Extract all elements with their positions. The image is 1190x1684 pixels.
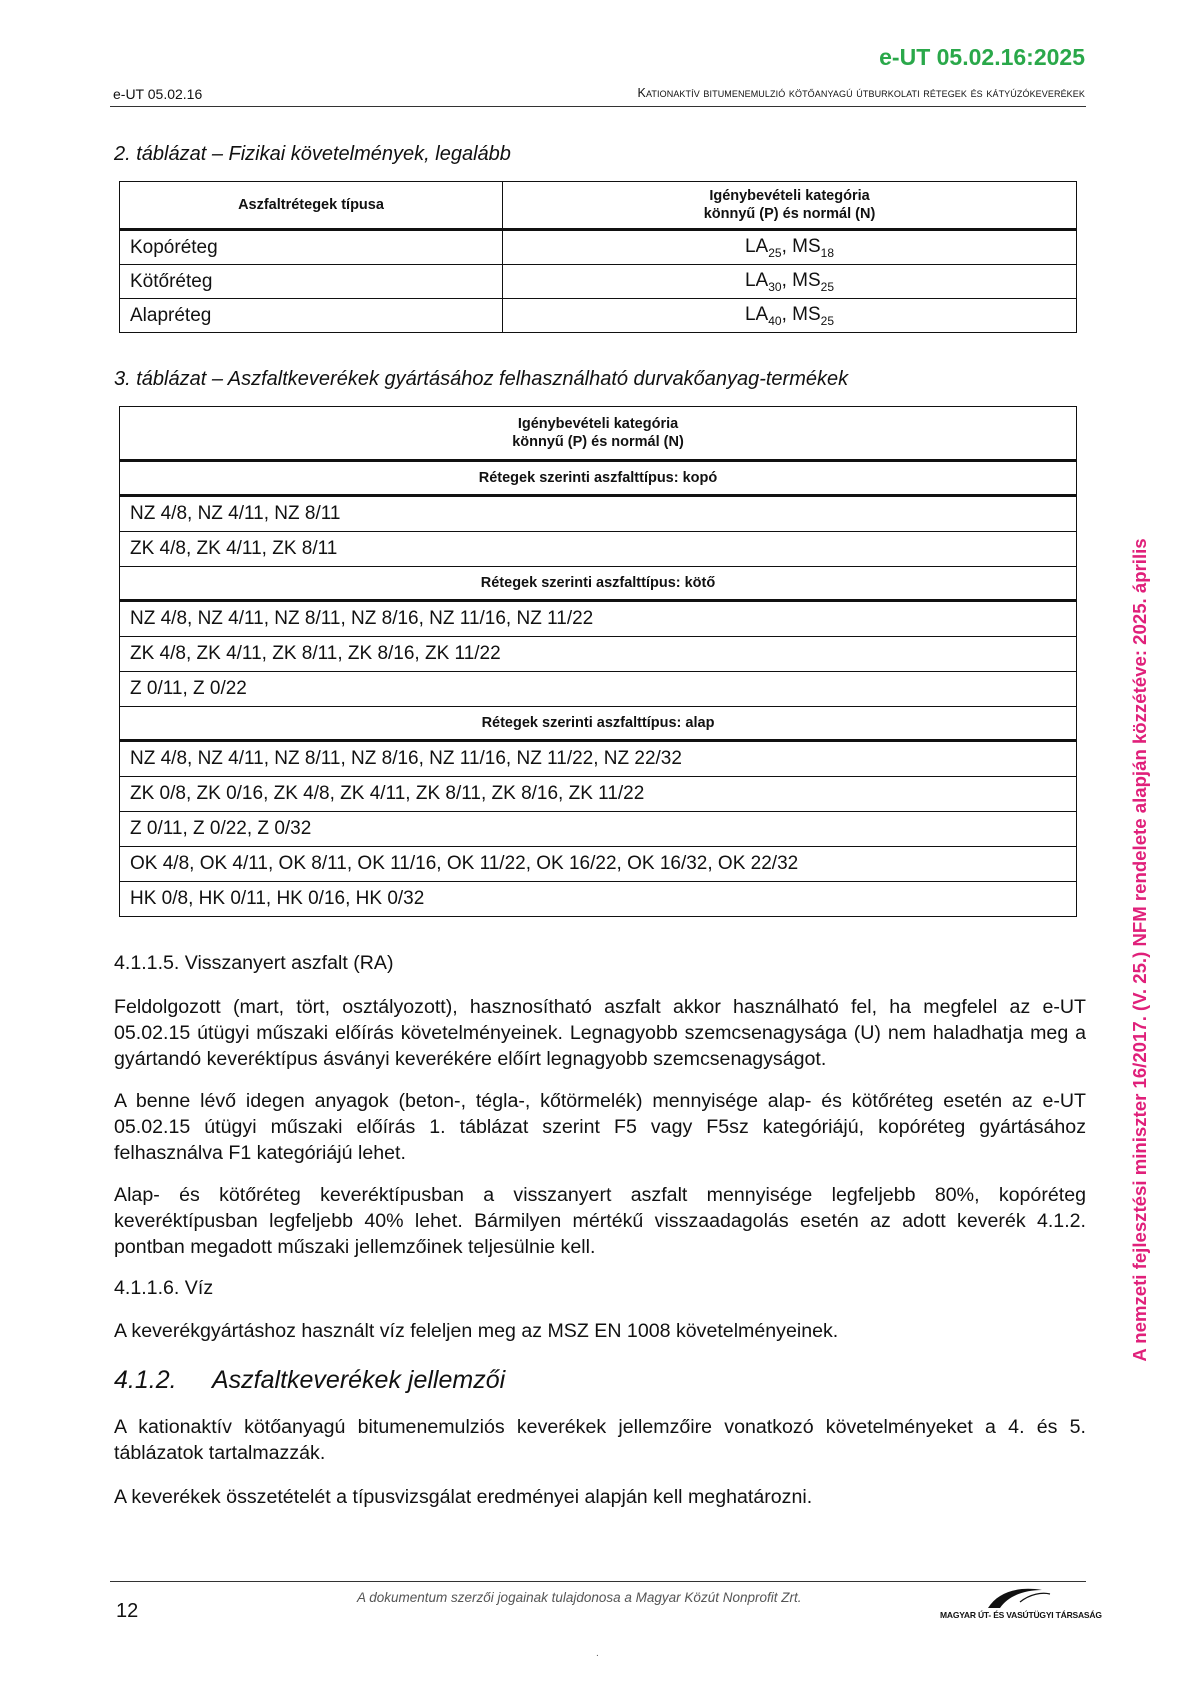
table2-type: Kopóréteg — [120, 230, 503, 265]
paragraph: Alap- és kötőréteg keveréktípusban a visszanyert aszfalt mennyisége legfeljebb 80%, kopóréteg keveréktípusban legfeljebb 40% lehet. Bármilyen mértékű visszaadagolás esetén az adott keverék 4.1.2. pontban megadott műszaki jellemzőinek teljesülnie kell. — [114, 1184, 1086, 1258]
footer-dot: . — [596, 1648, 599, 1659]
table2-type: Kötőréteg — [120, 265, 503, 299]
header-title: Kationaktív bitumenemulzió kötőanyagú útburkolati rétegek és kátyúzókeverékek — [637, 86, 1085, 100]
table-row: ZK 4/8, ZK 4/11, ZK 8/11, ZK 8/16, ZK 11/22 — [120, 637, 1077, 672]
table2-col2-header-line2: könnyű (P) és normál (N) — [703, 206, 876, 222]
paragraph: A keverékek összetételét a típusvizsgálat eredményei alapján kell meghatározni. — [114, 1486, 813, 1508]
table3-caption: 3. táblázat – Aszfaltkeverékek gyártásához felhasználható durvakőanyag-termékek — [114, 368, 849, 390]
paragraph: A keverékgyártáshoz használt víz feleljen meg az MSZ EN 1008 követelményeinek. — [114, 1320, 839, 1342]
table-row: NZ 4/8, NZ 4/11, NZ 8/11, NZ 8/16, NZ 11/16, NZ 11/22, NZ 22/32 — [120, 741, 1077, 777]
table2-value: $LA_{40}$, $MS_{25}$ — [503, 299, 1077, 333]
table-row: Z 0/11, Z 0/22 — [120, 672, 1077, 707]
table3-section-title: Rétegek szerinti aszfalttípus: alap — [120, 707, 1077, 741]
table2-value: $LA_{30}$, $MS_{25}$ — [503, 265, 1077, 299]
logo-text: MAGYAR ÚT- ÉS VASÚTÜGYI TÁRSASÁG — [940, 1610, 1102, 1620]
page-number: 12 — [116, 1600, 139, 1622]
table3-header — [120, 407, 1077, 461]
table-row: HK 0/8, HK 0/11, HK 0/16, HK 0/32 — [120, 882, 1077, 917]
table3 — [119, 406, 1077, 917]
table2-caption: 2. táblázat – Fizikai követelmények, legalább — [114, 143, 511, 165]
table3-header-line2: könnyű (P) és normál (N) — [512, 434, 684, 450]
header-rule — [110, 106, 1086, 107]
table-row: NZ 4/8, NZ 4/11, NZ 8/11 — [120, 496, 1077, 532]
table-row — [120, 299, 1077, 333]
section-412-title: Aszfaltkeverékek jellemzői — [212, 1366, 506, 1394]
section-4116-heading: 4.1.1.6. Víz — [114, 1277, 214, 1299]
paragraph: Feldolgozott (mart, tört, osztályozott), hasznosítható aszfalt akkor használható fel, ha megfelel az e-UT 05.02.15 útügyi műszaki előírás követelményeinek. Legnagyobb szemcsenagysága (U) nem haladhatja meg a gyártandó keveréktípus ásványi keverékére előírt legnagyobb szemcsenagyságot. — [114, 996, 1086, 1070]
table-row: Z 0/11, Z 0/22, Z 0/32 — [120, 812, 1077, 847]
table-row: ZK 4/8, ZK 4/11, ZK 8/11 — [120, 532, 1077, 567]
table-row — [120, 230, 1077, 265]
table3-section-title: Rétegek szerinti aszfalttípus: kötő — [120, 567, 1077, 601]
section-4115-heading: 4.1.1.5. Visszanyert aszfalt (RA) — [114, 952, 394, 974]
table2-value: $LA_{25}$, $MS_{18}$ — [503, 230, 1077, 265]
document-code: e-UT 05.02.16:2025 — [879, 44, 1085, 70]
table2 — [119, 181, 1077, 333]
table3-section-title: Rétegek szerinti aszfalttípus: kopó — [120, 461, 1077, 496]
section-412-heading — [114, 1366, 505, 1395]
paragraph: A benne lévő idegen anyagok (beton-, tégla-, kőtörmelék) mennyisége alap- és kötőréteg esetén az e-UT 05.02.15 útügyi műszaki előírás 1. táblázat szerint F5 vagy F5sz kategóriájú, kopóréteg gyártásához felhasználva F1 kategóriájú lehet. — [114, 1090, 1086, 1164]
header-left: e-UT 05.02.16 — [113, 86, 203, 102]
society-logo — [938, 1582, 1102, 1622]
table2-col1-header: Aszfaltrétegek típusa — [120, 182, 503, 230]
table2-type: Alapréteg — [120, 299, 503, 333]
paragraph: A kationaktív kötőanyagú bitumenemulziós keverékek jellemzőire vonatkozó követelményeket a 4. és 5. táblázatok tartalmazzák. — [114, 1416, 1086, 1464]
table-row: NZ 4/8, NZ 4/11, NZ 8/11, NZ 8/16, NZ 11/16, NZ 11/22 — [120, 601, 1077, 637]
section-412-number: 4.1.2. — [114, 1366, 177, 1394]
table2-col2-header-line1: Igénybevételi kategória — [709, 188, 870, 204]
table3-header-line1: Igénybevételi kategória — [517, 416, 679, 432]
table-row — [120, 265, 1077, 299]
side-publication-note: A nemzeti fejlesztési miniszter 16/2017. (V. 25.) NFM rendelete alapján közzétéve: 2025. április — [1129, 538, 1150, 1362]
table-row: OK 4/8, OK 4/11, OK 8/11, OK 11/16, OK 11/22, OK 16/22, OK 16/32, OK 22/32 — [120, 847, 1077, 882]
road-swoosh-icon — [938, 1582, 1088, 1612]
copyright-note: A dokumentum szerzői jogainak tulajdonosa a Magyar Közút Nonprofit Zrt. — [357, 1590, 802, 1605]
table2-col2-header — [503, 182, 1077, 230]
table-row: ZK 0/8, ZK 0/16, ZK 4/8, ZK 4/11, ZK 8/11, ZK 8/16, ZK 11/22 — [120, 777, 1077, 812]
